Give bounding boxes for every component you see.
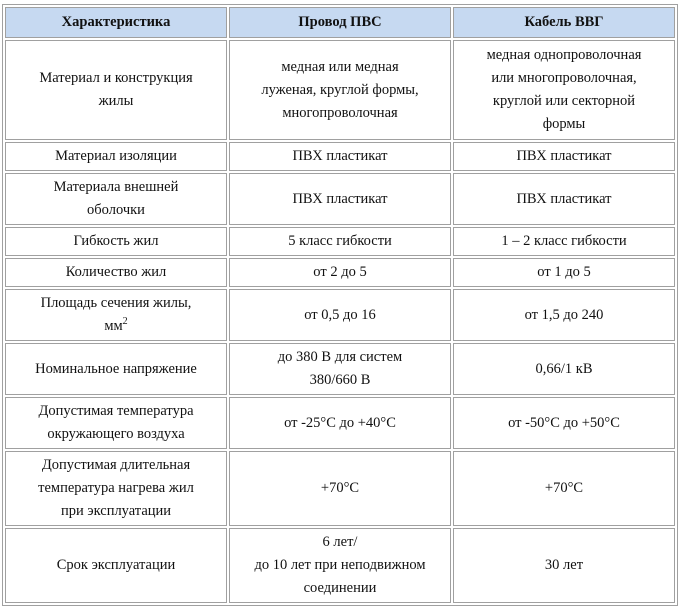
cell-line: круглой или секторной (492, 93, 636, 109)
cell-line: 380/660 В (309, 372, 371, 388)
table-row (5, 173, 675, 225)
cell-line: оболочки (87, 202, 145, 218)
cell-line: ПВХ пластикат (516, 148, 612, 164)
row-feature-cell (5, 142, 227, 171)
row-vvg-cell (453, 397, 675, 449)
cell-line: соединении (303, 580, 377, 596)
cell-line: Гибкость жил (73, 233, 159, 249)
cell-line: Допустимая температура (38, 403, 194, 419)
cell-line: температура нагрева жил (38, 480, 194, 496)
table-row (5, 451, 675, 526)
row-vvg-cell (453, 451, 675, 526)
cell-line: до 380 В для систем (277, 349, 403, 365)
row-vvg-cell (453, 528, 675, 603)
cell-line: или многопроволочная, (491, 70, 637, 86)
cell-line: ПВХ пластикат (516, 190, 612, 207)
row-vvg-cell (453, 40, 675, 140)
cell-line: от 2 до 5 (313, 264, 367, 280)
cell-line: Материал и конструкция (39, 70, 193, 86)
table-row (5, 289, 675, 341)
row-pvs-cell (229, 343, 451, 395)
cell-line: до 10 лет при неподвижном (254, 557, 426, 573)
table-row (5, 397, 675, 449)
unit-text: мм (104, 318, 123, 334)
row-vvg-cell (453, 258, 675, 287)
row-pvs-cell (229, 142, 451, 171)
table-row (5, 343, 675, 395)
cell-line: луженая, круглой формы, (261, 81, 419, 98)
unit-superscript: 2 (122, 316, 128, 328)
cell-line: 1 – 2 класс гибкости (501, 233, 627, 249)
table-row (5, 227, 675, 256)
cell-line: 0,66/1 кВ (535, 360, 593, 377)
row-pvs-cell (229, 289, 451, 341)
row-feature-cell (5, 451, 227, 526)
header-vvg-cable: Кабель ВВГ (453, 7, 675, 38)
cell-line: от -25°С до +40°С (284, 414, 396, 431)
cell-line: +70°С (320, 480, 360, 496)
cell-line: 30 лет (544, 557, 584, 573)
row-vvg-cell (453, 343, 675, 395)
cell-line: от 1 до 5 (537, 264, 591, 280)
row-vvg-cell (453, 173, 675, 225)
cell-line: 6 лет/ (322, 534, 358, 550)
row-vvg-cell (453, 142, 675, 171)
cell-line: Количество жил (65, 264, 167, 280)
cell-line: от 1,5 до 240 (524, 306, 604, 323)
cell-line: Материала внешней (53, 179, 179, 195)
row-vvg-cell (453, 289, 675, 341)
row-feature-cell (5, 289, 227, 341)
header-row (5, 7, 675, 38)
row-feature-cell (5, 40, 227, 140)
cell-line: медная однопроволочная (486, 47, 642, 63)
cell-line: окружающего воздуха (47, 426, 185, 442)
cell-line: ПВХ пластикат (292, 190, 388, 207)
cell-line: Срок эксплуатации (56, 557, 176, 573)
cell-line: ПВХ пластикат (292, 148, 388, 164)
header-pvs-wire: Провод ПВС (229, 7, 451, 38)
cell-line: медная или медная (281, 58, 399, 75)
row-feature-cell (5, 258, 227, 287)
cell-line: от -50°С до +50°С (508, 414, 620, 431)
cell-line: от 0,5 до 16 (304, 306, 376, 323)
cell-line (12, 315, 220, 338)
row-feature-cell (5, 528, 227, 603)
cell-line: 5 класс гибкости (288, 233, 392, 249)
row-pvs-cell (229, 397, 451, 449)
row-pvs-cell (229, 227, 451, 256)
row-vvg-cell (453, 227, 675, 256)
row-feature-cell (5, 343, 227, 395)
row-feature-cell (5, 397, 227, 449)
row-pvs-cell (229, 258, 451, 287)
cell-line: многопроволочная (282, 104, 398, 121)
table-row (5, 142, 675, 171)
row-pvs-cell (229, 40, 451, 140)
row-feature-cell (5, 227, 227, 256)
header-feature: Характеристика (5, 7, 227, 38)
cell-line: +70°С (544, 480, 584, 496)
cell-line: Номинальное напряжение (35, 360, 197, 377)
cell-line: формы (542, 116, 586, 132)
table-row (5, 40, 675, 140)
cell-line: Допустимая длительная (41, 457, 191, 473)
table-row (5, 258, 675, 287)
cell-line: Материал изоляции (55, 148, 177, 164)
cell-line: Площадь сечения жилы, (40, 295, 192, 311)
row-feature-cell (5, 173, 227, 225)
row-pvs-cell (229, 451, 451, 526)
cell-line: при эксплуатации (60, 503, 172, 519)
comparison-table (2, 4, 678, 606)
table-row (5, 528, 675, 603)
row-pvs-cell (229, 173, 451, 225)
row-pvs-cell (229, 528, 451, 603)
cell-line: жилы (98, 93, 134, 109)
